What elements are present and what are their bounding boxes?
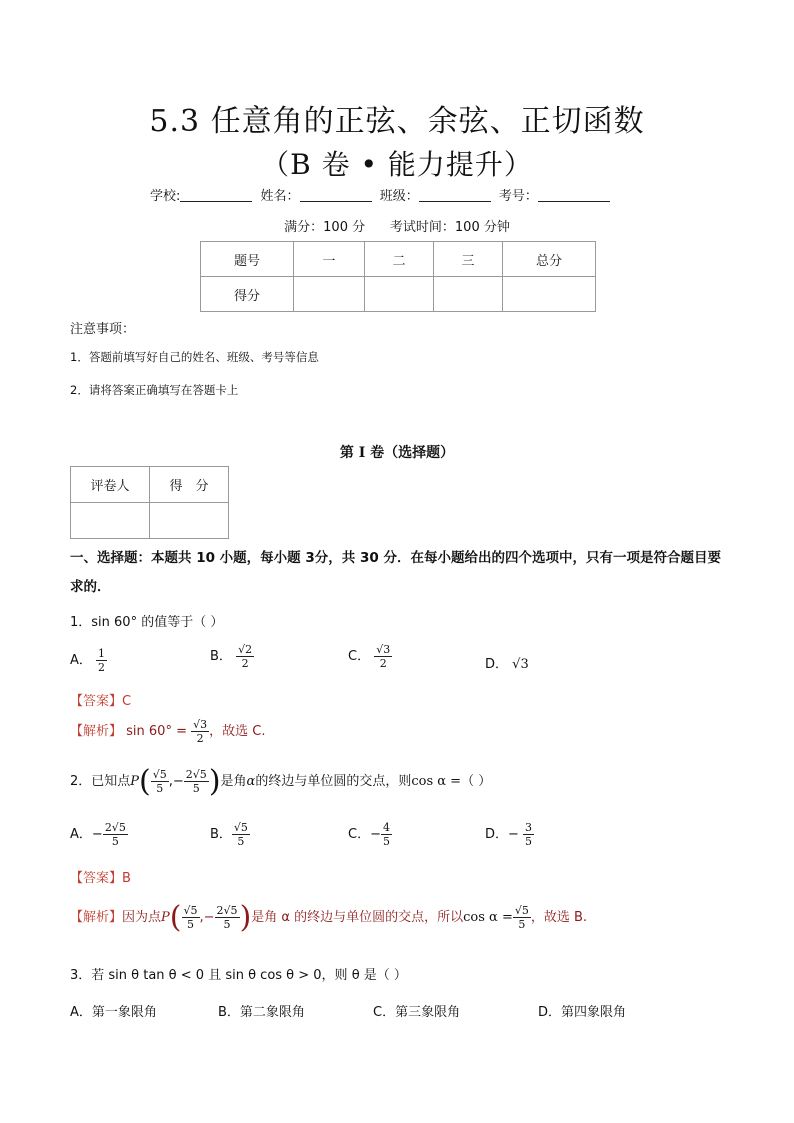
score-cell[interactable] [365, 277, 434, 312]
q1-option-c[interactable] [348, 643, 392, 670]
note-item: 2．请将答案正确填写在答题卡上 [70, 383, 239, 397]
grader-table [70, 466, 229, 539]
option-label: A． [70, 653, 92, 668]
stem-text: 的终边与单位圆的交点，则 [255, 774, 412, 789]
fraction: $\frac{4}{5}$ [382, 821, 390, 848]
score-cell[interactable] [434, 277, 503, 312]
separator: ,− [199, 910, 215, 925]
fraction: $\frac{√5}{5}$ [183, 904, 198, 931]
answer-value: B [122, 871, 131, 886]
score-header-cell: 二 [365, 242, 434, 277]
score-header-cell: 三 [434, 242, 503, 277]
option-label: B． [210, 827, 232, 842]
page-title: 5.3 任意角的正弦、余弦、正切函数 [149, 104, 645, 139]
question-2-stem [70, 764, 491, 799]
option-label: C． [348, 649, 371, 664]
alpha-symbol: α [246, 774, 256, 789]
note-item: 1．答题前填写好自己的姓名、班级、考号等信息 [70, 350, 319, 364]
analysis-tag: 【解析】 [70, 724, 123, 739]
class-blank[interactable] [419, 189, 491, 202]
q3-option-c[interactable]: C．第三象限角 [373, 1005, 461, 1020]
fraction: $\frac{√5}{5}$ [233, 821, 248, 848]
q2-answer [70, 867, 131, 886]
cos-expression: cos α = [411, 774, 462, 789]
score-row-label: 得分 [201, 277, 294, 312]
grader-cell[interactable] [71, 503, 150, 539]
answer-tag: 【答案】 [70, 871, 123, 886]
option-sign: − [370, 827, 381, 842]
q2-option-b[interactable] [210, 821, 250, 848]
fraction: $\frac{√5}{5}$ [514, 904, 529, 931]
name-blank[interactable] [300, 189, 372, 202]
score-cell[interactable] [150, 503, 229, 539]
fraction: $\frac{1}{2}$ [98, 647, 106, 674]
q1-answer [70, 690, 131, 709]
analysis-text: 是角 α 的终边与单位圆的交点，所以 [251, 910, 464, 925]
page-subtitle: （B 卷 • 能力提升） [261, 148, 533, 181]
q2-option-d[interactable] [485, 821, 534, 848]
q1-option-a[interactable] [70, 647, 107, 674]
answer-value: C [122, 694, 132, 709]
name-label: 姓名： [260, 189, 300, 204]
question-3-stem: 3．若 sin θ tan θ < 0 且 sin θ cos θ > 0，则 θ 是（ ） [70, 968, 407, 983]
q1-analysis [70, 718, 265, 745]
notes-title: 注意事项： [70, 322, 136, 337]
question-1-stem: 1．sin 60° 的值等于（ ） [70, 615, 224, 630]
fraction: $\frac{√2}{2}$ [238, 643, 253, 670]
q2-option-c[interactable] [348, 821, 392, 848]
analysis-text: 因为点 [122, 910, 162, 925]
analysis-tag: 【解析】 [70, 910, 123, 925]
fraction: $\frac{√3}{2}$ [193, 718, 208, 745]
q3-option-a[interactable]: A．第一象限角 [70, 1005, 157, 1020]
score-cell[interactable] [503, 277, 596, 312]
answer-tag: 【答案】 [70, 694, 123, 709]
option-sign: − [508, 827, 524, 842]
separator: ,− [168, 774, 184, 789]
number-label: 考号： [498, 189, 538, 204]
q2-analysis [70, 900, 587, 935]
q2-option-a[interactable] [70, 821, 128, 848]
q3-option-d[interactable]: D．第四象限角 [538, 1005, 627, 1020]
fraction: $\frac{√5}{5}$ [152, 768, 167, 795]
fraction: $\frac{2√5}{5}$ [185, 768, 207, 795]
fraction: $\frac{2√5}{5}$ [216, 904, 238, 931]
score-header-cell: 总分 [503, 242, 596, 277]
number-blank[interactable] [538, 189, 610, 202]
fraction: $\frac{√3}{2}$ [376, 643, 391, 670]
analysis-text: ，故选 B. [530, 910, 588, 925]
score-header-cell: 题号 [201, 242, 294, 277]
q1-option-b[interactable] [210, 643, 254, 670]
part-one-heading: 一、选择题：本题共 10 小题，每小题 3分，共 30 分．在每小题给出的四个选项中，只有一项是符合题目要求的． [70, 550, 721, 595]
analysis-text: ，故选 C. [209, 724, 266, 739]
paren-left: ( [169, 900, 182, 935]
q1-option-d[interactable] [485, 653, 529, 672]
stem-text: 2．已知点 [70, 774, 131, 789]
stem-text: 是角 [220, 774, 247, 789]
grader-label: 评卷人 [71, 467, 150, 503]
exam-meta: 满分：100 分 考试时间：100 分钟 [284, 220, 510, 235]
option-sign: − [91, 827, 103, 842]
stem-text: （ ） [461, 774, 492, 789]
score-table [200, 241, 596, 312]
paren-right: ) [208, 764, 221, 799]
paren-right: ) [239, 900, 252, 935]
section-title: 第 I 卷（选择题） [339, 445, 455, 461]
cos-expression: cos α = [463, 910, 513, 925]
class-label: 班级： [379, 189, 419, 204]
school-blank[interactable] [180, 189, 252, 202]
score-cell[interactable] [294, 277, 365, 312]
q3-option-b[interactable]: B．第二象限角 [218, 1005, 305, 1020]
paren-left: ( [139, 764, 151, 799]
point-symbol: P [130, 774, 140, 789]
point-symbol: P [161, 910, 170, 925]
student-info-fields [150, 185, 614, 204]
score-label: 得 分 [150, 467, 229, 503]
option-label: D． [485, 827, 509, 842]
fraction: $\frac{2√5}{5}$ [104, 821, 126, 848]
option-label: A． [70, 827, 92, 842]
fraction: $\frac{3}{5}$ [525, 821, 533, 848]
score-header-cell: 一 [294, 242, 365, 277]
option-label: C． [348, 827, 371, 842]
option-label: B． [210, 649, 232, 664]
school-label: 学校: [150, 189, 181, 204]
option-value: √3 [512, 657, 529, 672]
analysis-text: sin 60° = [126, 724, 187, 739]
option-label: D． [485, 657, 509, 672]
